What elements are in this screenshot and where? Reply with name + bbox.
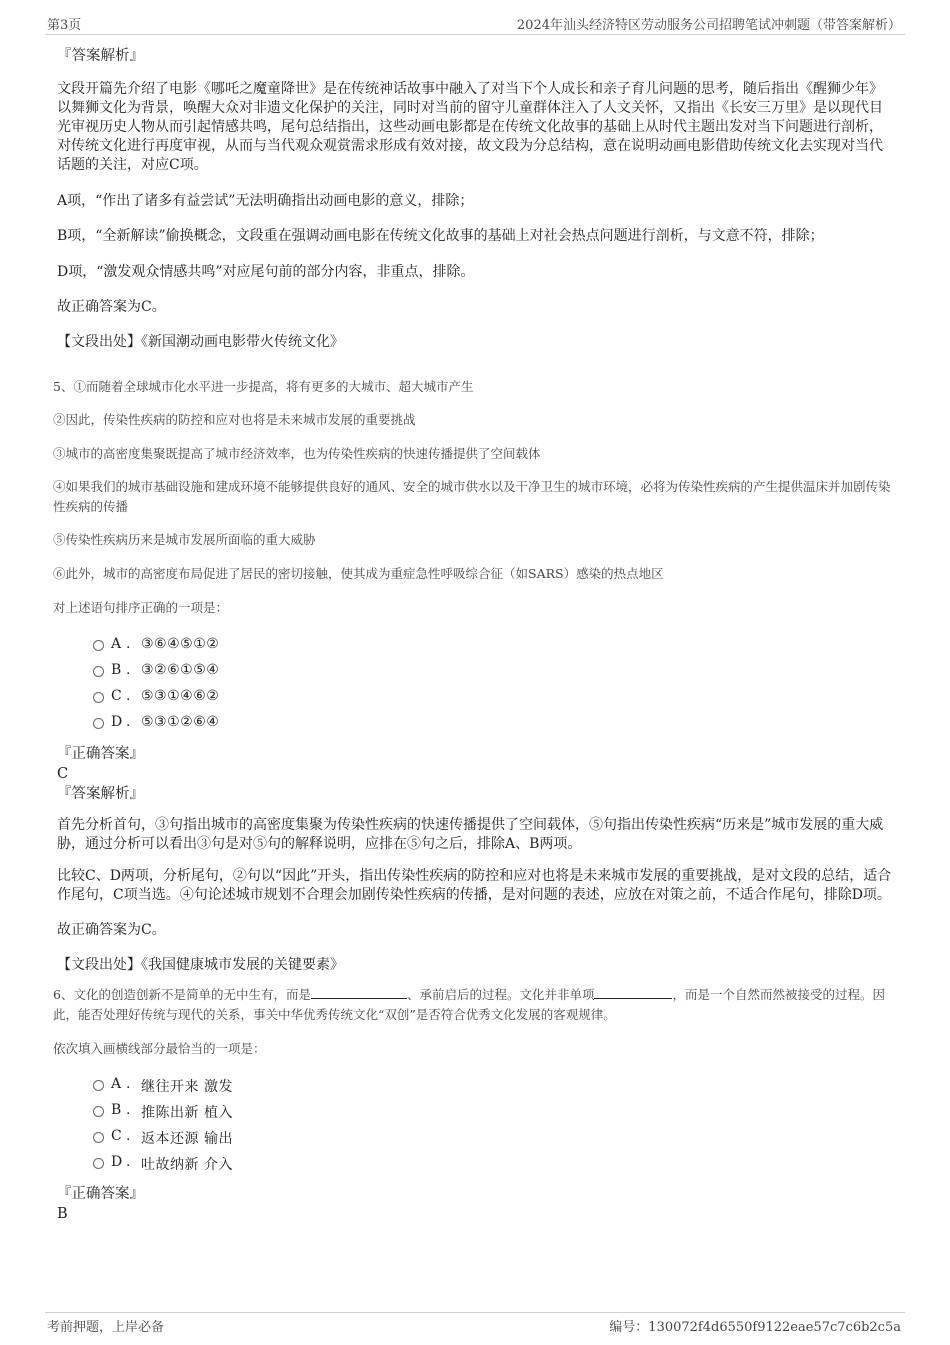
radio-button-icon[interactable] bbox=[93, 640, 104, 651]
q6-stem-part-1: 6、文化的创造创新不是简单的无中生有，而是 bbox=[53, 987, 311, 1002]
option-text: 推陈出新 植入 bbox=[141, 1105, 233, 1121]
radio-button-icon[interactable] bbox=[93, 692, 104, 703]
q5-answer: C bbox=[57, 766, 69, 782]
footer-slogan: 考前押题，上岸必备 bbox=[47, 1320, 165, 1335]
option-text: 继往开来 激发 bbox=[141, 1079, 233, 1095]
q6-options bbox=[53, 1072, 893, 1176]
option-letter: C bbox=[111, 688, 122, 704]
option-letter: A bbox=[111, 636, 122, 652]
q5-analysis-paragraph-1: 首先分析首句，③句指出城市的高密度集聚为传染性疾病的快速传播提供了空间载体，⑤句指出传染性疾病“历来是”城市发展的重大威胁，通过分析可以看出③句是对⑤句的解释说明，应排在⑤句之后，排除A、B两项。 bbox=[57, 817, 884, 852]
q5-option-d[interactable] bbox=[53, 710, 893, 736]
q6-blank-2 bbox=[594, 984, 672, 999]
q6-stem bbox=[53, 984, 893, 1025]
option-text: ③⑥④⑤①② bbox=[141, 636, 220, 652]
q6-blank-1 bbox=[311, 984, 407, 999]
question-5 bbox=[53, 377, 893, 736]
radio-button-icon[interactable] bbox=[93, 1080, 104, 1091]
q5-stem: 5、①而随着全球城市化水平进一步提高，将有更多的大城市、超大城市产生 bbox=[53, 379, 474, 394]
footer-serial: 编号：130072f4d6550f9122eae57c7c6b2c5a bbox=[609, 1320, 901, 1335]
option-letter: A bbox=[111, 1076, 122, 1092]
q6-stem-part-3: ，而是一个自然而然被接受的过程。因此，能否处理好传统与现代的关系，事关中华优秀传统文化“双创”是否符合优秀文化发展的客观规律。 bbox=[53, 987, 885, 1022]
option-dot: . bbox=[126, 636, 131, 652]
q5-options bbox=[53, 632, 893, 736]
q5-option-b[interactable] bbox=[53, 658, 893, 684]
radio-button-icon[interactable] bbox=[93, 1132, 104, 1143]
radio-button-icon[interactable] bbox=[93, 718, 104, 729]
q6-stem-part-2: 、承前启后的过程。文化并非单项 bbox=[406, 987, 595, 1002]
q5-option-a[interactable] bbox=[53, 632, 893, 658]
q5-conclusion: 故正确答案为C。 bbox=[57, 922, 166, 938]
option-dot: . bbox=[126, 688, 131, 704]
page-content bbox=[53, 46, 893, 1224]
document-title: 2024年汕头经济特区劳动服务公司招聘笔试冲刺题（带答案解析） bbox=[516, 18, 901, 33]
q5-source: 【文段出处】《我国健康城市发展的关键要素》 bbox=[57, 957, 344, 973]
option-letter: B bbox=[111, 1102, 122, 1118]
option-dot: . bbox=[126, 1154, 131, 1170]
option-dot: . bbox=[126, 1128, 131, 1144]
option-letter: D bbox=[111, 714, 123, 730]
page-number: 第3页 bbox=[47, 18, 82, 33]
q4-analysis-heading: 『答案解析』 bbox=[57, 48, 144, 64]
option-letter: D bbox=[111, 1154, 123, 1170]
q4-analysis-option-a: A项，“作出了诸多有益尝试”无法明确指出动画电影的意义，排除； bbox=[57, 193, 474, 209]
q4-analysis-option-d: D项，“激发观众情感共鸣”对应尾句前的部分内容，非重点，排除。 bbox=[57, 264, 475, 280]
q5-sentence-4: ④如果我们的城市基础设施和建成环境不能够提供良好的通风、安全的城市供水以及干净卫生的城市环境，必将为传染性疾病的产生提供温床并加剧传染性疾病的传播 bbox=[53, 479, 891, 514]
q5-sentence-2: ②因此，传染性疾病的防控和应对也将是未来城市发展的重要挑战 bbox=[53, 412, 416, 427]
q5-sentence-3: ③城市的高密度集聚既提高了城市经济效率，也为传染性疾病的快速传播提供了空间载体 bbox=[53, 446, 541, 461]
q6-answer: B bbox=[57, 1206, 68, 1222]
q6-prompt: 依次填入画横线部分最恰当的一项是： bbox=[53, 1041, 266, 1056]
q4-analysis-option-b: B项，“全新解读”偷换概念，文段重在强调动画电影在传统文化故事的基础上对社会热点问题进行剖析，与文意不符，排除； bbox=[57, 228, 824, 244]
option-dot: . bbox=[126, 1102, 131, 1118]
q4-conclusion: 故正确答案为C。 bbox=[57, 299, 166, 315]
option-text: ⑤③①②⑥④ bbox=[141, 714, 220, 730]
q5-analysis-heading: 『答案解析』 bbox=[57, 786, 144, 802]
q4-source: 【文段出处】《新国潮动画电影带火传统文化》 bbox=[57, 334, 344, 350]
q5-analysis-paragraph-2: 比较C、D两项，分析尾句，②句以“因此”开头，指出传染性疾病的防控和应对也将是未来城市发展的重要挑战，是对文段的总结，适合作尾句，C项当选。④句论述城市规划不合理会加剧传染性疾病的传播，是对问题的表述，应放在对策之前，不适合作尾句，排除D项。 bbox=[57, 868, 892, 903]
radio-button-icon[interactable] bbox=[93, 666, 104, 677]
q5-answer-heading: 『正确答案』 bbox=[57, 746, 144, 762]
option-text: 返本还源 输出 bbox=[141, 1131, 233, 1147]
option-dot: . bbox=[126, 1076, 131, 1092]
q6-answer-heading: 『正确答案』 bbox=[57, 1186, 144, 1202]
q6-option-a[interactable] bbox=[53, 1072, 893, 1098]
q5-prompt: 对上述语句排序正确的一项是： bbox=[53, 600, 229, 615]
option-text: 吐故纳新 介入 bbox=[141, 1157, 233, 1173]
question-6 bbox=[53, 984, 893, 1176]
q4-analysis-paragraph: 文段开篇先介绍了电影《哪吒之魔童降世》是在传统神话故事中融入了对当下个人成长和亲子育儿问题的思考，随后指出《醒狮少年》以舞狮文化为背景，唤醒大众对非遗文化保护的关注，同时对当前的留守儿童群体注入了人文关怀，又指出《长安三万里》是以现代目光审视历史人物从而引起情感共鸣，尾句总结指出，这些动画电影都是在传统文化故事的基础上从时代主题出发对当下问题进行剖析，对传统文化进行再度审视，从而与当代观众观赏需求形成有效对接，故文段为分总结构，意在说明动画电影借助传统文化去实现对当代话题的关注，对应C项。 bbox=[57, 81, 883, 173]
radio-button-icon[interactable] bbox=[93, 1106, 104, 1117]
page-footer bbox=[45, 1312, 905, 1333]
option-text: ⑤③①④⑥② bbox=[141, 688, 220, 704]
q6-option-b[interactable] bbox=[53, 1098, 893, 1124]
q5-sentence-5: ⑤传染性疾病历来是城市发展所面临的重大威胁 bbox=[53, 532, 316, 547]
q5-sentence-6: ⑥此外，城市的高密度布局促进了居民的密切接触，使其成为重症急性呼吸综合征（如SARS）感染的热点地区 bbox=[53, 566, 664, 581]
option-letter: B bbox=[111, 662, 122, 678]
option-dot: . bbox=[126, 662, 131, 678]
option-text: ③②⑥①⑤④ bbox=[141, 662, 220, 678]
option-dot: . bbox=[126, 714, 131, 730]
q6-option-c[interactable] bbox=[53, 1124, 893, 1150]
page-header bbox=[45, 12, 905, 35]
q5-option-c[interactable] bbox=[53, 684, 893, 710]
q6-option-d[interactable] bbox=[53, 1150, 893, 1176]
option-letter: C bbox=[111, 1128, 122, 1144]
radio-button-icon[interactable] bbox=[93, 1158, 104, 1169]
